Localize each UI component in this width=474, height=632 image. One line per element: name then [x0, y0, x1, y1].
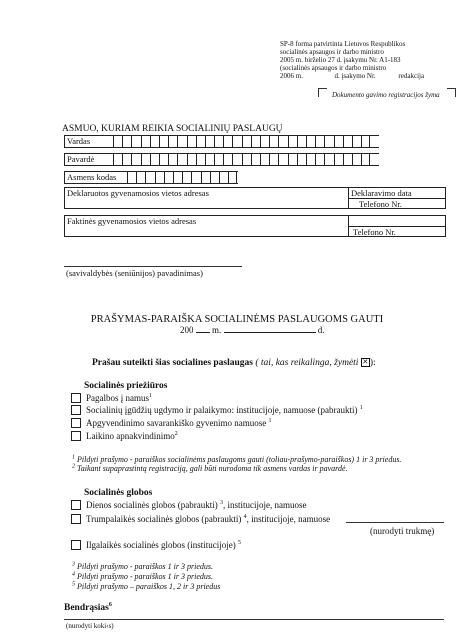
footnote-1: $^1$ Pildyti prašymo - paraiškos socialinėms paslaugoms gauti (toliau-prašymo-paraiškos) 1 ir 3 priedus.: [72, 454, 402, 464]
phone2-label: Telefono Nr.: [353, 227, 396, 237]
approval-line: socialinės apsaugos ir darbo ministro: [280, 48, 384, 56]
care-heading: Socialinės priežiūros: [84, 381, 168, 391]
custody-item-long-term: Ilgalaikės socialinės globos (institucijoje) $^5$: [86, 540, 241, 550]
footnote-5: $^5$ Pildyti prašymo – paraiškos 1, 2 ir 3 priedus: [72, 581, 221, 591]
custody-checkbox-long-term[interactable]: [71, 540, 81, 550]
custody-heading: Socialinės globos: [84, 488, 153, 498]
care-item-housing: Apgyvendinimo savarankiško gyvenimo namuose $^1$: [86, 418, 272, 428]
declared-address-field[interactable]: [65, 188, 349, 208]
actual-address-label: Faktinės gyvenamosios vietos adresas: [67, 216, 197, 226]
declaration-date-label: Deklaravimo data: [351, 188, 412, 198]
document-title: PRAŠYMAS-PARAIŠKA SOCIALINĖMS PASLAUGOMS GAUTI: [90, 314, 384, 325]
custody-checkbox-day[interactable]: [71, 500, 81, 510]
date-d-label: d.: [317, 325, 325, 335]
general-caption: (nurodyti koki‹s): [66, 622, 114, 630]
last-name-cells[interactable]: [113, 154, 370, 165]
stamp-corner: [318, 88, 327, 97]
general-heading: Bendrąsias$^6$: [64, 601, 112, 613]
request-suffix: ( tai, kas reikalinga, žymėti: [255, 358, 359, 368]
duration-caption: (nurodyti trukmę): [370, 526, 435, 536]
request-line: [92, 358, 376, 368]
first-name-label: Vardas: [67, 136, 91, 146]
footnote-3: $^3$ Pildyti prašymo - paraiškos 1 ir 3 priedus.: [72, 561, 213, 571]
declared-address-table: [64, 187, 446, 209]
actual-address-field[interactable]: [65, 216, 349, 236]
approval-line: SP-8 forma patvirtinta Lietuvos Respublikos: [280, 40, 406, 48]
approval-line: (socialinės apsaugos ir darbo ministro: [280, 64, 387, 72]
last-name-field[interactable]: [64, 153, 379, 166]
personal-code-field[interactable]: [64, 171, 238, 184]
custody-checkbox-short-term[interactable]: [71, 514, 81, 524]
general-line[interactable]: [64, 619, 444, 620]
care-checkbox-home-help[interactable]: [71, 393, 81, 403]
care-item-skills: Socialinių įgūdžių ugdymo ir palaikymo: institucijoje, namuose (pabraukti) $^1$: [86, 405, 363, 415]
registration-stamp-label: Dokumento gavimo registracijos žyma: [332, 91, 440, 99]
phone-label: Telefono Nr.: [359, 199, 402, 209]
stamp-corner: [447, 88, 456, 97]
date-m-label: m.: [212, 325, 222, 335]
custody-item-short-term: Trumpalaikės socialinės globos (pabraukti) $^4$, institucijoje, namuose: [86, 514, 331, 524]
custody-item-day: Dienos socialinės globos (pabraukti) $^3$, institucijoje, namuose: [86, 500, 307, 510]
phone2-field[interactable]: [349, 226, 445, 237]
municipality-line[interactable]: [64, 266, 242, 267]
footnote-2: $^2$ Taikant supaprastintą registraciją, gali būti nurodoma tik asmens vardas ir pavardė.: [72, 463, 348, 473]
personal-code-label: Asmens kodas: [67, 172, 117, 182]
approval-line: 2006 m. d. įsakymo Nr. redakcija: [280, 72, 425, 80]
date-line: [180, 325, 380, 335]
approval-line: 2005 m. birželio 27 d. įsakymu Nr. A1-183: [280, 56, 401, 64]
phone-field[interactable]: [349, 199, 445, 209]
declaration-date-field[interactable]: [349, 188, 445, 199]
care-item-home-help: Pagalbos į namus$^1$: [86, 393, 152, 403]
request-prefix: Prašau suteikti šias socialines paslaugas: [92, 358, 253, 368]
first-name-field[interactable]: [64, 135, 379, 148]
checked-box-icon: ✕: [362, 358, 369, 367]
actual-address-table: [64, 215, 446, 237]
personal-code-cells[interactable]: [127, 172, 237, 183]
duration-line[interactable]: [346, 522, 444, 523]
care-checkbox-housing[interactable]: [71, 418, 81, 428]
care-checkbox-night-shelter[interactable]: [71, 431, 81, 441]
care-item-night-shelter: Laikino apnakvindinimo$^2$: [86, 431, 178, 441]
footnote-4: $^4$ Pildyti prašymo - paraiškos 1 ir 3 priedus.: [72, 571, 213, 581]
first-name-cells[interactable]: [113, 136, 370, 147]
date-day-blank[interactable]: [224, 332, 316, 333]
declared-address-label: Deklaruotos gyvenamosios vietos adresas: [67, 188, 209, 198]
care-checkbox-skills[interactable]: [71, 405, 81, 415]
request-end: ):: [369, 358, 376, 368]
section-person-title: ASMUO, KURIAM REIKIA SOCIALINIŲ PASLAUGŲ: [62, 124, 283, 134]
last-name-label: Pavardė: [67, 154, 95, 164]
approval-note: [280, 40, 470, 80]
date-year-prefix: 200: [180, 325, 194, 335]
municipality-caption: (savivaldybės (seniūnijos) pavadinimas): [66, 268, 203, 278]
date-year-blank[interactable]: [196, 332, 210, 333]
